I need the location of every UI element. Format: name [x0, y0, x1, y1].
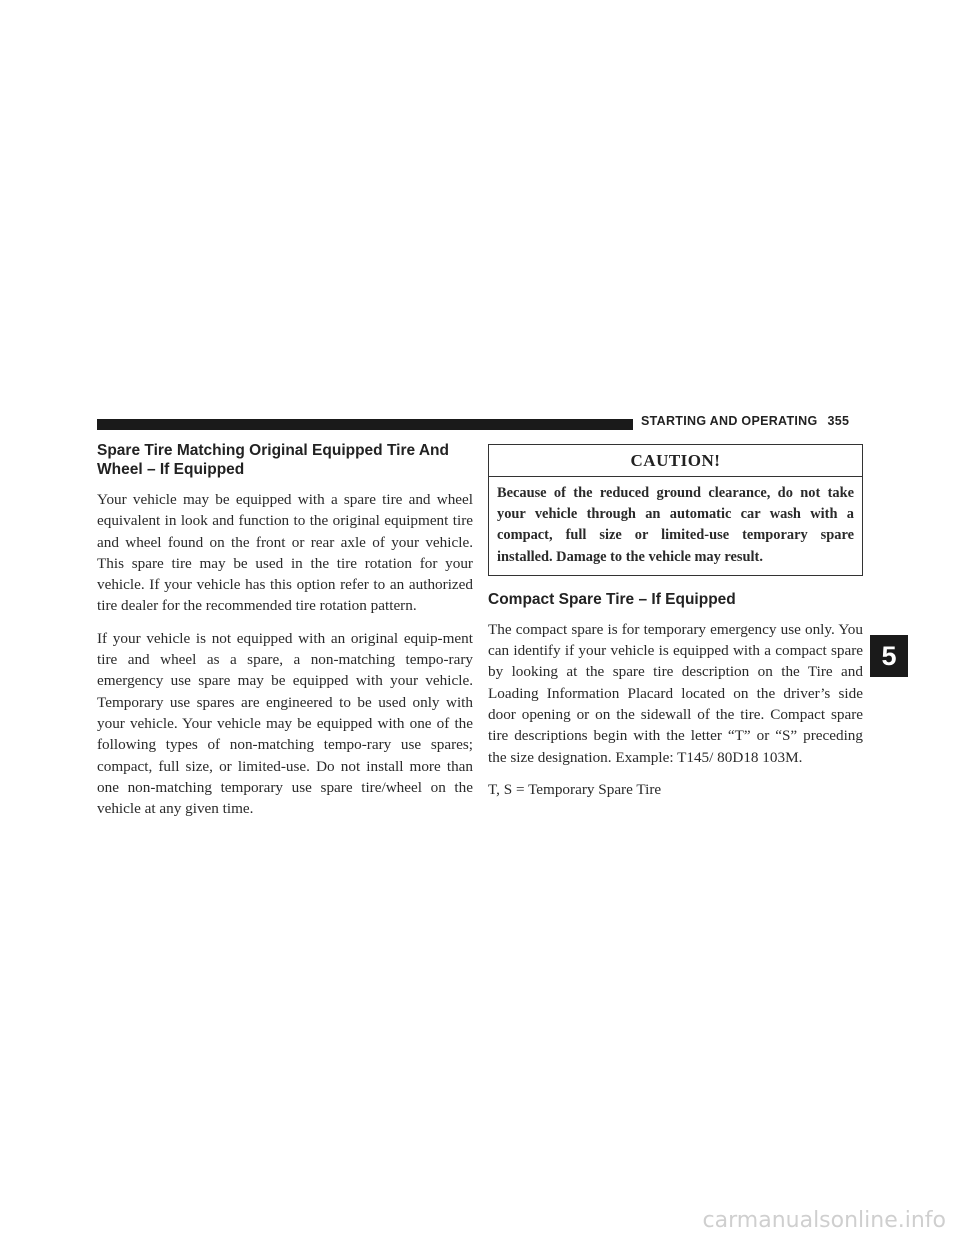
section-heading-matching-spare: Spare Tire Matching Original Equipped Tire And Wheel – If Equipped: [97, 442, 449, 478]
running-header: [641, 414, 849, 428]
watermark-text: carmanualsonline.info: [702, 1208, 946, 1233]
section-heading-compact-spare: Compact Spare Tire – If Equipped: [488, 590, 736, 608]
chapter-tab: 5: [870, 635, 908, 677]
paragraph: The compact spare is for temporary emergency use only. You can identify if your vehicle is equipped with a compact spare by looking at the spare tire description on the Tire and Loading Information Placard located on the driver’s side door opening or on the sidewall of the tire. Compact spare tire descriptions begin with the letter “T” or “S” preceding the size designation. Example: T145/ 80D18 103M.: [488, 620, 863, 766]
right-column: [488, 441, 863, 811]
header-section-title: STARTING AND OPERATING: [641, 414, 818, 428]
caution-title: CAUTION!: [489, 445, 862, 477]
caution-box: [488, 444, 863, 576]
left-column: [97, 441, 473, 830]
paragraph: If your vehicle is not equipped with an original equip-ment tire and wheel as a spare, a non-matching tempo-rary emergency use spare may be equipped with your vehicle. Temporary use spares are engineered to be used only with your vehicle. Your vehicle may be equipped with one of the following types of non-matching tempo-rary use spares; compact, full size, or limited-use. Do not install more than one non-matching temporary use spare tire/wheel on the vehicle at any given time.: [97, 629, 473, 818]
header-rule: [97, 419, 633, 430]
paragraph: Your vehicle may be equipped with a spare tire and wheel equivalent in look and function to the original equipment tire and wheel found on the front or rear axle of your vehicle. This spare tire may be used in the tire rotation for your vehicle. If your vehicle has this option refer to an authorized tire dealer for the recommended tire rotation pattern.: [97, 491, 473, 615]
page-number: 355: [827, 414, 850, 428]
paragraph: T, S = Temporary Spare Tire: [488, 780, 662, 798]
caution-text: Because of the reduced ground clearance, do not take your vehicle through an automatic car wash with a compact, full size or limited-use temporary spare installed. Damage to the vehicle may result.: [497, 485, 854, 565]
